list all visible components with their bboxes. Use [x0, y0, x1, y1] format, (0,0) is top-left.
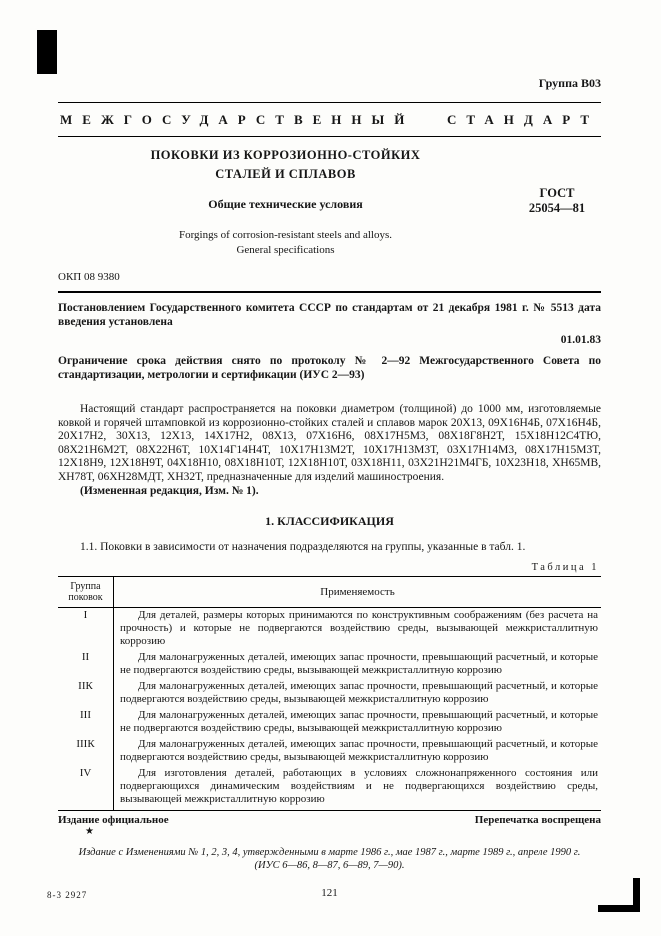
table-header-group-column	[58, 577, 114, 607]
document-title-english: Forgings of corrosion-resistant steels and alloys.	[178, 229, 393, 241]
scan-mark-bottom-right	[598, 878, 640, 912]
limitation-paragraph: Ограничение срока действия снято по протоколу № 2—92 Межгосударственного Совета по стандартизации, метрологии и сертификации (ИУС 2—93)	[58, 355, 601, 381]
star-mark: ★	[85, 826, 94, 837]
table-cell-applicability: Для деталей, размеры которых принимаются по конструктивным соображениям (без расчета на прочность) и которые не подвергаются воздействию среды, вызывающей межкристаллитную коррозию	[120, 609, 598, 647]
scan-mark-top-left	[37, 30, 57, 74]
table-cell-group: IIIК	[58, 737, 114, 766]
document-title-line2: СТАЛЕЙ И СПЛАВОВ	[215, 167, 356, 181]
table-caption: Таблица 1	[531, 562, 599, 573]
section-1-heading: 1. КЛАССИФИКАЦИЯ	[265, 513, 394, 528]
print-order-code: 8-3 2927	[47, 890, 88, 900]
divider-rule	[58, 291, 601, 293]
english-title-block	[58, 228, 513, 258]
standard-type-header	[58, 102, 601, 137]
standard-designation-number: 25054—81	[528, 201, 586, 215]
group-code: Группа В03	[538, 76, 601, 90]
decree-paragraph: Постановлением Государственного комитета СССР по стандартам от 21 декабря 1981 г. № 5513 дата введения установлена	[58, 302, 601, 328]
table-row	[58, 708, 601, 737]
table-cell-applicability: Для малонагруженных деталей, имеющих запас прочности, превышающий расчетный, и которые не подвергаются воздействию среды, вызывающей межкристаллитную коррозию	[120, 651, 598, 676]
table-cell-group: IV	[58, 766, 114, 810]
table-cell-applicability: Для малонагруженных деталей, имеющих запас прочности, превышающий расчетный, и которые не подвергаются воздействию среды, вызывающей межкристаллитную коррозию	[120, 709, 598, 734]
table-row	[58, 766, 601, 810]
standard-designation	[513, 146, 601, 258]
table-header-row	[58, 577, 601, 608]
document-subtitle-english: General specifications	[236, 244, 335, 256]
amendment-note: (Измененная редакция, Изм. № 1).	[80, 485, 259, 497]
edition-amendments-note	[58, 846, 601, 872]
table-cell-group: IIК	[58, 679, 114, 708]
page-content	[47, 0, 601, 900]
edition-note-line2: (ИУС 6—86, 8—87, 6—89, 7—90).	[254, 860, 405, 871]
classification-table	[58, 576, 601, 811]
title-block	[58, 146, 601, 258]
standard-designation-label: ГОСТ	[539, 186, 575, 200]
table-header-group-line1: Группа	[70, 581, 101, 592]
table-row	[58, 650, 601, 679]
table-cell-group: III	[58, 708, 114, 737]
page-number: 121	[321, 887, 338, 899]
table-row	[58, 737, 601, 766]
table-cell-applicability: Для изготовления деталей, работающих в условиях сложнонапряженного состояния или подвергающихся динамическим воздействиям и не подвергающихся воздействию среды, вызывающей межкристаллитную коррозию	[120, 767, 598, 805]
clause-1-1: 1.1. Поковки в зависимости от назначения подразделяются на группы, указанные в табл. 1.	[80, 540, 526, 553]
table-cell-applicability: Для малонагруженных деталей, имеющих запас прочности, превышающий расчетный, и которые подвергаются воздействию среды, вызывающей межкристаллитную коррозию	[120, 738, 598, 763]
standard-type-word-left: МЕЖГОСУДАРСТВЕННЫЙ	[60, 112, 415, 127]
document-subtitle: Общие технические условия	[208, 197, 363, 211]
table-row	[58, 679, 601, 708]
footer-official-row	[58, 814, 601, 826]
page-bottom-row	[47, 887, 601, 900]
effective-date: 01.01.83	[560, 334, 601, 346]
official-edition-label: Издание официальное	[58, 814, 169, 826]
table-cell-group: II	[58, 650, 114, 679]
scope-paragraph: Настоящий стандарт распространяется на поковки диаметром (толщиной) до 1000 мм, изготовляемые ковкой и горячей штамповкой из коррозионно-стойких сталей и сплавов марок 20X13, 09X16Н4Б, 07X16Н4Б, 20X17Н2, 30X13, 12X13, 14X17Н2, 08X13, 07X16Н6, 08X17Н5М3, 08X18Г8Н2Т, 15X18Н12С4ТЮ, 08X21Н6М2Т, 08X22Н6Т, 10X14Г14Н4Т, 10X17Н13М2Т, 10X17Н13М3Т, 03X17Н14М3, 08X17Н15М3Т, 12X18Н9, 12X18Н9Т, 04X18Н10, 08X18Н10Т, 12X18Н10Т, 03X18Н11, 03X21Н21М4ГБ, 10X23Н18, ХН65МВ, ХН78Т, 06ХН28МДТ, ХН32Т, предназначенные для изделий машиностроения.	[58, 403, 601, 483]
document-title-line1: ПОКОВКИ ИЗ КОРРОЗИОННО-СТОЙКИХ	[150, 148, 421, 162]
standard-type-word-right: СТАНДАРТ	[446, 112, 599, 127]
edition-note-line1: Издание с Изменениями № 1, 2, 3, 4, утвержденными в марте 1986 г., мае 1987 г., марте 1989 г., апреле 1990 г.	[78, 847, 581, 858]
okp-code: ОКП 08 9380	[58, 271, 120, 283]
reprint-prohibited-label: Перепечатка воспрещена	[474, 814, 601, 826]
table-header-group-line2: поковок	[68, 592, 103, 603]
table-cell-applicability: Для малонагруженных деталей, имеющих запас прочности, превышающий расчетный, и которые подвергаются воздействию среды, вызывающей межкристаллитную коррозию	[120, 680, 598, 705]
table-header-applicability: Применяемость	[320, 586, 395, 598]
table-cell-group: I	[58, 608, 114, 650]
title-column	[58, 146, 513, 258]
table-row	[58, 608, 601, 650]
